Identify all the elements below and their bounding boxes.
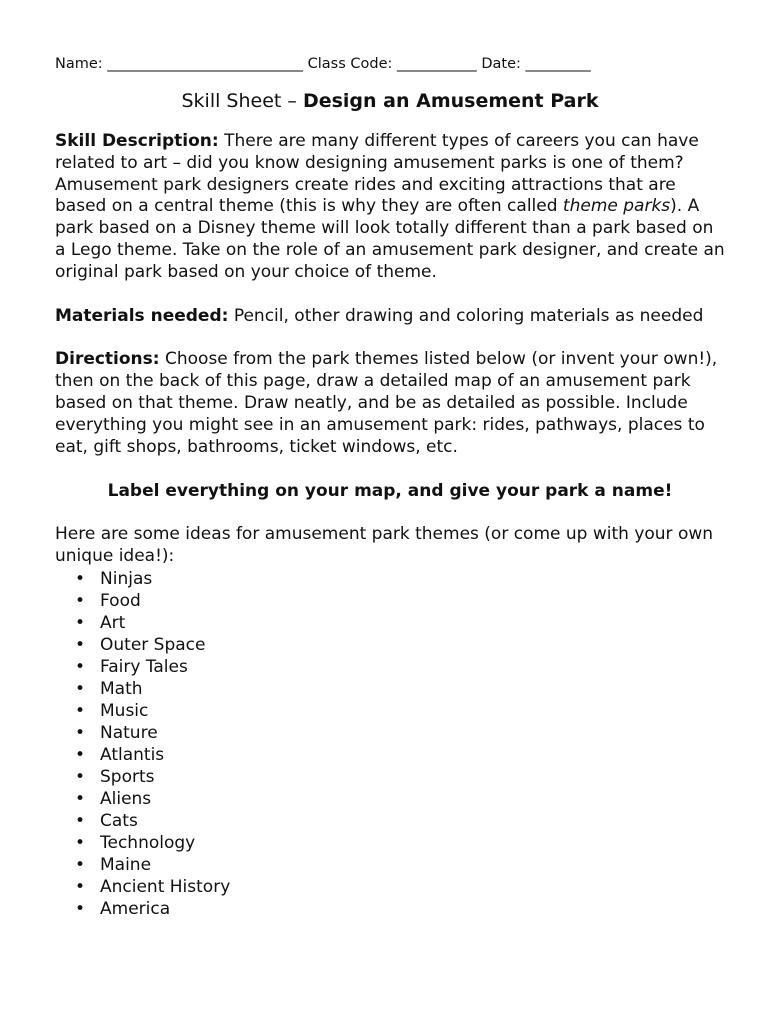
skill-description-paragraph: [55, 131, 725, 284]
worksheet-page: [55, 54, 725, 920]
theme-item: [55, 590, 725, 612]
theme-item: [55, 700, 725, 722]
bullet-icon: •: [75, 722, 86, 743]
directions-text: Choose from the park themes listed below (or invent your own!), then on the back of this page, draw a detailed map of an amusement park based on that theme. Draw neatly, and be as detailed as possible. Include everything you might see in an amusement park: rides, pathways, places to eat, gift shops, bathrooms, ticket windows, etc.: [55, 349, 718, 457]
bullet-icon: •: [75, 634, 86, 655]
directions-paragraph: [55, 349, 725, 458]
skill-description-text-1: There are many different types of careers you can have related to art – did you know designing amusement parks is one of them? Amusement park designers create rides and exciting attractions that are based on a central theme (this is why they are often called: [55, 131, 699, 217]
theme-item: [55, 612, 725, 634]
bullet-icon: •: [75, 612, 86, 633]
theme-label: Aliens: [100, 788, 152, 809]
materials-paragraph: [55, 306, 725, 328]
theme-label: America: [100, 898, 171, 919]
theme-list: [55, 568, 725, 920]
title-prefix: Skill Sheet –: [181, 90, 303, 112]
materials-label: Materials needed:: [55, 305, 229, 326]
bullet-icon: •: [75, 788, 86, 809]
theme-label: Atlantis: [100, 744, 165, 765]
theme-label: Math: [100, 678, 143, 699]
student-info-line: Name: ___________________________ Class Code: ___________ Date: _________: [55, 56, 591, 72]
theme-label: Ninjas: [100, 568, 153, 589]
theme-label: Fairy Tales: [100, 656, 188, 677]
bullet-icon: •: [75, 590, 86, 611]
theme-label: Maine: [100, 854, 152, 875]
theme-item: [55, 766, 725, 788]
skill-description-italic: theme parks: [562, 196, 671, 217]
theme-item: [55, 854, 725, 876]
themes-intro: Here are some ideas for amusement park themes (or come up with your own unique idea!):: [55, 524, 714, 567]
bullet-icon: •: [75, 876, 86, 897]
bullet-icon: •: [75, 678, 86, 699]
skill-description-text-2: ). A park based on a Disney theme will look totally different than a park based on a Lego theme. Take on the role of an amusement park designer, and create an original park based on your choice of theme.: [55, 196, 725, 282]
theme-item: [55, 832, 725, 854]
bullet-icon: •: [75, 766, 86, 787]
bullet-icon: •: [75, 568, 86, 589]
theme-item: [55, 722, 725, 744]
theme-label: Sports: [100, 766, 155, 787]
theme-label: Cats: [100, 810, 138, 831]
page-title: [55, 88, 725, 114]
theme-label: Music: [100, 700, 149, 721]
directions-label: Directions:: [55, 349, 160, 370]
theme-label: Technology: [100, 832, 196, 853]
label-instruction: Label everything on your map, and give your park a name!: [107, 481, 673, 502]
bullet-icon: •: [75, 656, 86, 677]
bullet-icon: •: [75, 744, 86, 765]
theme-item: [55, 634, 725, 656]
theme-item: [55, 788, 725, 810]
theme-item: [55, 678, 725, 700]
bullet-icon: •: [75, 700, 86, 721]
theme-item: [55, 810, 725, 832]
theme-item: [55, 568, 725, 590]
materials-text: Pencil, other drawing and coloring materials as needed: [228, 305, 704, 326]
theme-item: [55, 898, 725, 920]
skill-description-label: Skill Description:: [55, 131, 219, 151]
bullet-icon: •: [75, 810, 86, 831]
theme-item: [55, 876, 725, 898]
bullet-icon: •: [75, 854, 86, 875]
theme-label: Art: [100, 612, 126, 633]
theme-label: Food: [100, 590, 141, 611]
bullet-icon: •: [75, 898, 86, 919]
theme-item: [55, 656, 725, 678]
bullet-icon: •: [75, 832, 86, 853]
theme-item: [55, 744, 725, 766]
theme-label: Ancient History: [100, 876, 231, 897]
title-bold: Design an Amusement Park: [302, 90, 599, 112]
theme-label: Nature: [100, 722, 158, 743]
theme-label: Outer Space: [100, 634, 206, 655]
